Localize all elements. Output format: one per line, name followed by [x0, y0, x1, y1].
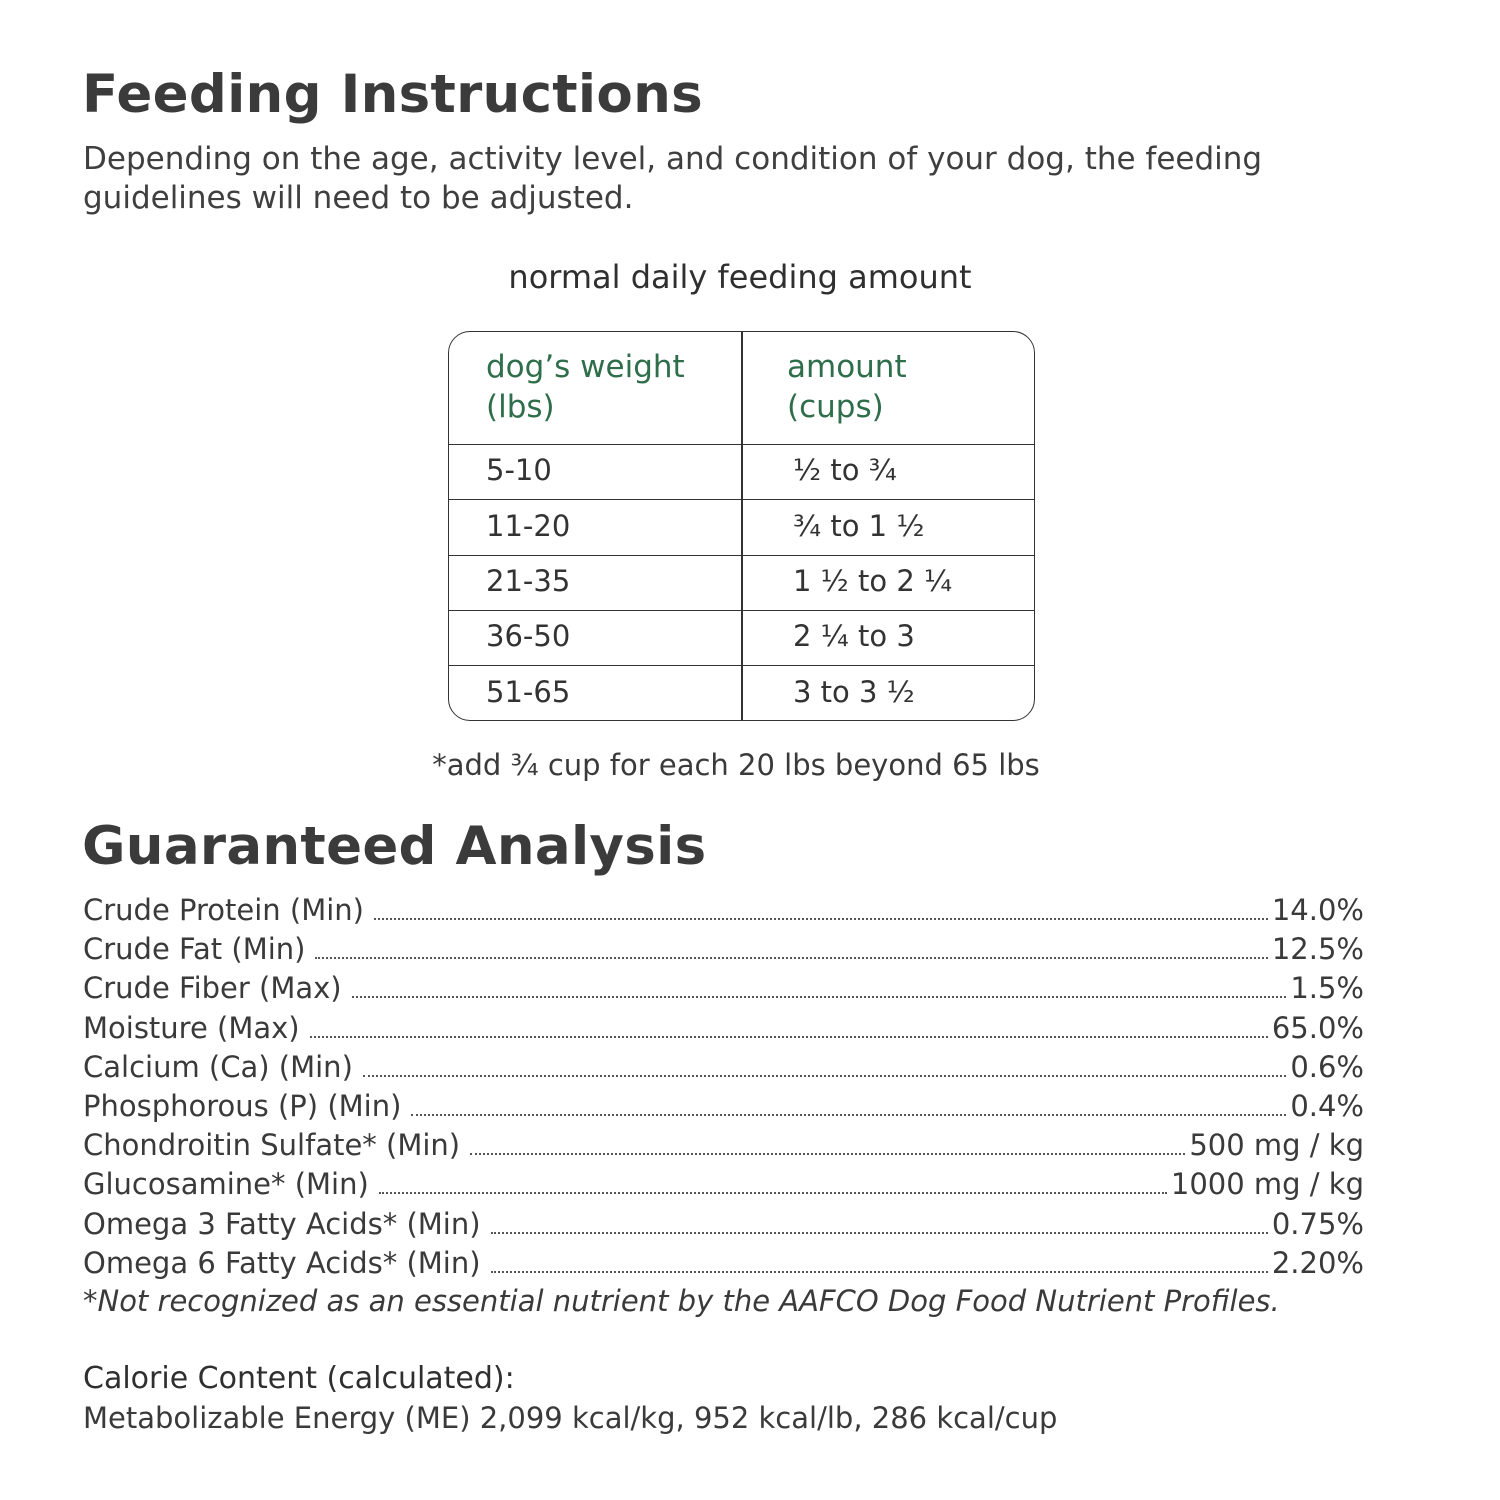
- amount-cell: ¾ to 1 ½: [793, 509, 925, 543]
- dot-leader: [315, 957, 1267, 959]
- weight-cell: 21-35: [486, 564, 571, 598]
- header-amount: [787, 347, 907, 427]
- dot-leader: [491, 1271, 1268, 1273]
- table-row: [449, 444, 1034, 500]
- nutrient-name: Crude Fiber (Max): [83, 971, 342, 1006]
- guaranteed-analysis-title: Guaranteed Analysis: [82, 816, 707, 877]
- list-item: [83, 1207, 1364, 1246]
- nutrient-value: 0.4%: [1290, 1088, 1364, 1123]
- nutrient-name: Omega 6 Fatty Acids* (Min): [83, 1245, 481, 1280]
- dot-leader: [411, 1114, 1286, 1116]
- nutrient-value: 1.5%: [1290, 971, 1364, 1006]
- calorie-content-title: Calorie Content (calculated):: [83, 1361, 515, 1396]
- nutrient-value: 1000 mg / kg: [1170, 1167, 1364, 1202]
- list-item: [83, 1128, 1364, 1167]
- feeding-table: [448, 331, 1035, 721]
- table-row: [449, 610, 1034, 666]
- nutrient-name: Calcium (Ca) (Min): [83, 1049, 353, 1084]
- nutrient-name: Moisture (Max): [83, 1010, 300, 1045]
- list-item: [83, 1167, 1364, 1206]
- nutrient-value: 14.0%: [1271, 893, 1364, 927]
- table-row: [449, 555, 1034, 611]
- header-dogs-weight: [486, 347, 685, 427]
- weight-cell: 51-65: [486, 675, 571, 709]
- nutrient-value: 0.6%: [1290, 1049, 1364, 1084]
- nutrient-name: Glucosamine* (Min): [83, 1167, 369, 1202]
- nutrient-name: Omega 3 Fatty Acids* (Min): [83, 1206, 481, 1241]
- nutrient-name: Crude Protein (Min): [83, 893, 364, 927]
- table-row: [449, 666, 1034, 721]
- weight-cell: 5-10: [486, 453, 552, 487]
- feeding-table-header-row: [449, 332, 1034, 445]
- feeding-table-caption: normal daily feeding amount: [508, 258, 972, 296]
- analysis-list: [83, 893, 1364, 1285]
- list-item: [83, 1050, 1364, 1089]
- amount-cell: 2 ¼ to 3: [793, 619, 915, 653]
- dot-leader: [363, 1075, 1286, 1077]
- list-item: [83, 1246, 1364, 1285]
- dot-leader: [310, 1036, 1268, 1038]
- list-item: [83, 1089, 1364, 1128]
- header-amount-label: amount (cups): [787, 349, 907, 425]
- nutrient-value: 12.5%: [1271, 932, 1364, 967]
- feeding-intro-text: Depending on the age, activity level, and condition of your dog, the feeding guidelines will need to be adjusted.: [83, 141, 1263, 216]
- calorie-content-text: Metabolizable Energy (ME) 2,099 kcal/kg, 952 kcal/lb, 286 kcal/cup: [83, 1401, 1058, 1435]
- amount-cell: ½ to ¾: [793, 453, 897, 487]
- aafco-note: *Not recognized as an essential nutrient by the AAFCO Dog Food Nutrient Profiles.: [83, 1284, 1280, 1318]
- table-row: [449, 500, 1034, 556]
- header-dogs-weight-label: dog’s weight (lbs): [486, 349, 685, 425]
- dot-leader: [379, 1192, 1167, 1194]
- nutrient-value: 0.75%: [1271, 1206, 1364, 1241]
- weight-cell: 11-20: [486, 509, 571, 543]
- nutrient-value: 65.0%: [1271, 1010, 1364, 1045]
- nutrient-name: Chondroitin Sulfate* (Min): [83, 1128, 461, 1163]
- list-item: [83, 971, 1364, 1010]
- weight-cell: 36-50: [486, 619, 571, 653]
- feeding-footnote: *add ¾ cup for each 20 lbs beyond 65 lbs: [432, 748, 1040, 782]
- amount-cell: 3 to 3 ½: [793, 675, 915, 709]
- nutrient-name: Phosphorous (P) (Min): [83, 1088, 402, 1123]
- dot-leader: [352, 996, 1287, 998]
- nutrient-name: Crude Fat (Min): [83, 932, 306, 967]
- nutrient-value: 500 mg / kg: [1189, 1128, 1364, 1163]
- amount-cell: 1 ½ to 2 ¼: [793, 564, 953, 598]
- nutrient-value: 2.20%: [1271, 1245, 1364, 1280]
- dot-leader: [470, 1153, 1185, 1155]
- feeding-instructions-title: Feeding Instructions: [82, 64, 703, 125]
- list-item: [83, 893, 1364, 932]
- dot-leader: [491, 1232, 1268, 1234]
- dot-leader: [374, 918, 1268, 920]
- list-item: [83, 1011, 1364, 1050]
- list-item: [83, 932, 1364, 971]
